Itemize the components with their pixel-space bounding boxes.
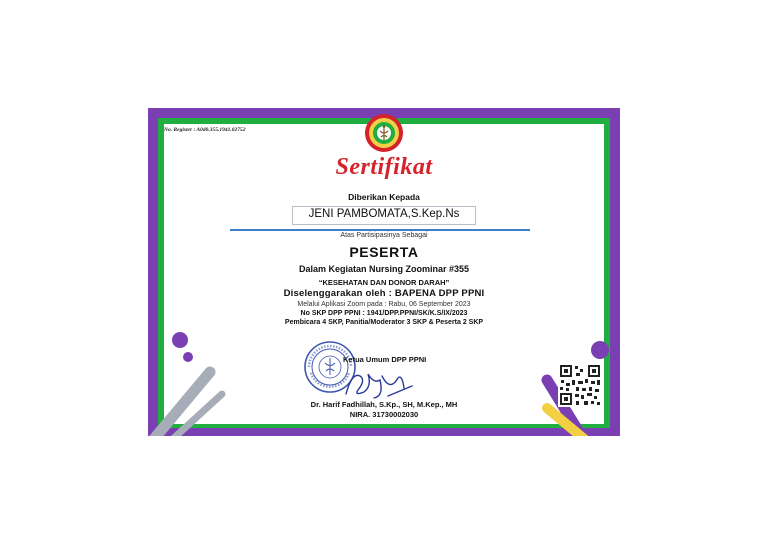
- signatory-title: Ketua Umum DPP PPNI: [343, 355, 427, 364]
- skp-credits-line: Pembicara 4 SKP, Panitia/Moderator 3 SKP & Peserta 2 SKP: [284, 319, 484, 326]
- certificate-title: Sertifikat: [335, 154, 433, 180]
- blue-divider: [230, 229, 530, 231]
- signatory-name: Dr. Harif Fadhillah, S.Kp., SH, M.Kep., MH: [310, 400, 458, 409]
- recipient-name: JENI PAMBOMATA,S.Kep.Ns: [308, 208, 460, 220]
- given-to-label: Diberikan Kepada: [348, 192, 420, 202]
- participation-label: Atas Partisipasinya Sebagai: [340, 232, 428, 239]
- register-number: No. Register : A0d0.355.1941.02752: [164, 127, 246, 133]
- signature-icon: [338, 366, 418, 402]
- organizer-line: Diselenggarakan oleh : BAPENA DPP PPNI: [283, 288, 485, 299]
- event-topic: “KESEHATAN DAN DONOR DARAH”: [318, 278, 450, 287]
- ppni-emblem-icon: [364, 113, 404, 153]
- event-name: Dalam Kegiatan Nursing Zoominar #355: [298, 264, 470, 274]
- certificate: [148, 108, 620, 436]
- venue-line: Melalui Aplikasi Zoom pada : Rabu, 06 September 2023: [297, 301, 471, 308]
- signatory-nira: NIRA. 31730002030: [349, 410, 419, 419]
- role-label: PESERTA: [349, 244, 419, 260]
- skp-number-line: No SKP DPP PPNI : 1941/DPP.PPNI/SK/K.S/IX/2023: [300, 310, 468, 317]
